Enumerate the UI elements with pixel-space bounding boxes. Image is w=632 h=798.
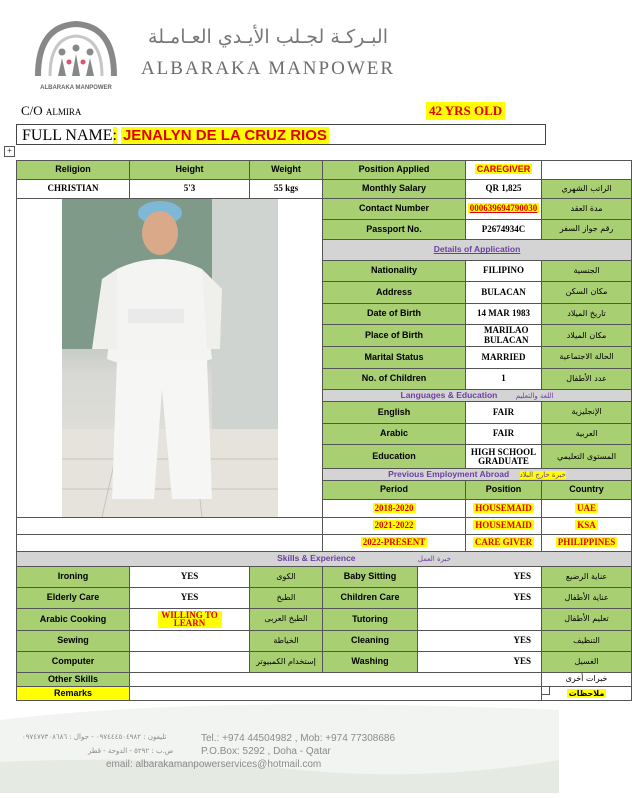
other-skills-arabic: خبرات أخرى	[542, 673, 632, 687]
passport-arabic: رقم جواز السفر	[542, 219, 632, 240]
employment-period: 2022-PRESENT	[362, 537, 426, 548]
nationality-arabic: الجنسية	[542, 260, 632, 282]
remarks-label: Remarks	[53, 687, 93, 698]
education-value: HIGH SCHOOL GRADUATE	[466, 445, 542, 469]
nationality-label: Nationality	[323, 260, 466, 282]
skill-arabic: تعليم الأطفال	[542, 609, 632, 631]
nationality-value: FILIPINO	[466, 260, 542, 282]
employment-position: HOUSEMAID	[475, 502, 532, 513]
full-name-colon: :	[112, 127, 117, 144]
marital-status-label: Marital Status	[323, 347, 466, 369]
children-value: 1	[466, 368, 542, 390]
logo-caption: ALBARAKA MANPOWER	[40, 85, 112, 91]
photo-cell	[17, 199, 323, 518]
details-title: Details of Application	[433, 244, 521, 255]
skill-arabic: الطبخ العربى	[250, 609, 323, 631]
table-resize-handle-icon[interactable]	[541, 686, 550, 695]
skill-value	[130, 652, 250, 673]
skill-value: YES	[130, 588, 250, 609]
weight-value: 55 kgs	[250, 180, 323, 199]
skill-arabic: التنظيف	[542, 631, 632, 652]
children-label: No. of Children	[323, 368, 466, 390]
footer-po: P.O.Box: 5292 , Doha - Qatar	[201, 746, 331, 757]
employment-title-arabic: خبرة خارج البلاد	[519, 471, 566, 480]
skill-label: Cleaning	[323, 631, 418, 652]
dob-arabic: تاريخ الميلاد	[542, 303, 632, 325]
dob-label: Date of Birth	[323, 303, 466, 325]
skill-value: YES	[130, 567, 250, 588]
position-header: Position	[466, 481, 542, 499]
employment-country: PHILIPPINES	[557, 537, 616, 548]
skill-label: Sewing	[17, 631, 130, 652]
monthly-salary-arabic: الراتب الشهري	[542, 180, 632, 199]
contact-number-arabic: مدة العقد	[542, 199, 632, 220]
languages-title: Languages & Education	[400, 390, 498, 401]
skill-arabic: الخياطة	[250, 631, 323, 652]
marital-status-value: MARRIED	[466, 347, 542, 369]
dob-value: 14 MAR 1983	[466, 303, 542, 325]
contact-number-label: Contact Number	[323, 199, 466, 220]
skill-arabic: الطبخ	[250, 588, 323, 609]
skill-label: Elderly Care	[17, 588, 130, 609]
other-skills-value	[130, 673, 542, 687]
english-value: FAIR	[466, 402, 542, 424]
position-applied-value: CAREGIVER	[476, 164, 531, 175]
remarks-arabic: ملاحظات	[568, 688, 605, 698]
footer-arabic-po: ص.ب : ٥٢٩٢ - الدوحة - قطر	[88, 747, 174, 755]
age-badge: 42 YRS OLD	[426, 102, 505, 120]
skill-label: Baby Sitting	[323, 567, 418, 588]
skills-title: Skills & Experience	[277, 553, 356, 564]
skill-label: Washing	[323, 652, 418, 673]
footer-email[interactable]: email: albarakamanpowerservices@hotmail.com	[106, 759, 322, 770]
employment-country: KSA	[577, 520, 596, 531]
other-skills-label: Other Skills	[17, 673, 130, 687]
children-arabic: عدد الأطفال	[542, 368, 632, 390]
position-applied-extra	[542, 161, 632, 180]
height-header: Height	[130, 161, 250, 180]
height-value: 5'3	[130, 180, 250, 199]
care-of-value: ALMIRA	[45, 107, 82, 117]
remarks-value	[130, 687, 542, 701]
english-arabic: الإنجليزية	[542, 402, 632, 424]
table-move-handle-icon[interactable]: +	[4, 146, 15, 157]
footer-phone: Tel.: +974 44504982 , Mob: +974 77308686	[201, 733, 396, 744]
skill-label: Computer	[17, 652, 130, 673]
passport-label: Passport No.	[323, 219, 466, 240]
skill-value	[130, 631, 250, 652]
employment-period: 2021-2022	[374, 520, 414, 531]
employment-title: Previous Employment Abroad	[388, 469, 510, 480]
position-applied-label: Position Applied	[323, 161, 466, 180]
arabic-arabic: العربية	[542, 423, 632, 445]
arabic-label: Arabic	[323, 423, 466, 445]
education-arabic: المستوى التعليمي	[542, 445, 632, 469]
english-label: English	[323, 402, 466, 424]
care-of-label: C/O	[21, 103, 43, 118]
skill-value: YES	[418, 652, 542, 673]
company-name: ALBARAKA MANPOWER	[140, 58, 396, 79]
skill-label: Ironing	[17, 567, 130, 588]
skills-title-arabic: خبرة العمل	[417, 555, 451, 564]
period-header: Period	[323, 481, 466, 499]
care-of	[21, 103, 81, 119]
employment-country: UAE	[577, 502, 597, 513]
skill-value: YES	[418, 588, 542, 609]
company-logo	[28, 18, 124, 90]
place-of-birth-value: MARILAO BULACAN	[466, 325, 542, 347]
skill-label: Tutoring	[323, 609, 418, 631]
employment-period: 2018-2020	[374, 502, 414, 513]
skill-value: YES	[418, 567, 542, 588]
employment-position: HOUSEMAID	[475, 520, 532, 531]
footer-arabic-phone: تليفون : ٠٩٧٤٤٤٥٠٤٩٨٢ - جوال : ٠٩٧٤٧٧٣٠٨٦٨٦	[22, 733, 167, 741]
passport-value: P2674934C	[466, 219, 542, 240]
logo-arch-icon	[28, 18, 124, 80]
religion-header: Religion	[17, 161, 130, 180]
skill-arabic: الغسيل	[542, 652, 632, 673]
skill-arabic: الكوى	[250, 567, 323, 588]
skill-arabic: إستخدام الكمبيوتر	[250, 652, 323, 673]
address-label: Address	[323, 282, 466, 304]
arabic-value: FAIR	[466, 423, 542, 445]
full-name-label: FULL NAME	[22, 127, 113, 144]
skill-arabic: عناية الرضيع	[542, 567, 632, 588]
education-label: Education	[323, 445, 466, 469]
full-name-box	[16, 124, 546, 145]
contact-number-value: 000639694790030	[469, 203, 538, 214]
candidate-photo	[62, 199, 278, 517]
address-value: BULACAN	[466, 282, 542, 304]
monthly-salary-label: Monthly Salary	[323, 180, 466, 199]
languages-title-arabic: اللغة والتعليم	[515, 392, 554, 401]
cv-table	[16, 160, 632, 701]
photo-spacer	[17, 535, 323, 552]
marital-status-arabic: الحالة الاجتماعية	[542, 347, 632, 369]
skill-value: WILLING TO LEARN	[158, 611, 222, 628]
religion-value: CHRISTIAN	[17, 180, 130, 199]
photo-spacer	[17, 518, 323, 535]
place-of-birth-label: Place of Birth	[323, 325, 466, 347]
country-header: Country	[542, 481, 632, 499]
monthly-salary-value: QR 1,825	[466, 180, 542, 199]
skill-label: Children Care	[323, 588, 418, 609]
address-arabic: مكان السكن	[542, 282, 632, 304]
place-of-birth-arabic: مكان الميلاد	[542, 325, 632, 347]
full-name-value: JENALYN DE LA CRUZ RIOS	[122, 127, 327, 144]
weight-header: Weight	[250, 161, 323, 180]
skill-label: Arabic Cooking	[17, 609, 130, 631]
employment-position: CARE GIVER	[474, 537, 533, 548]
skill-value	[418, 609, 542, 631]
skill-value: YES	[418, 631, 542, 652]
company-arabic-name: البـركـة لجـلب الأيـدي العـامـلة	[148, 26, 388, 48]
skill-arabic: عناية الأطفال	[542, 588, 632, 609]
